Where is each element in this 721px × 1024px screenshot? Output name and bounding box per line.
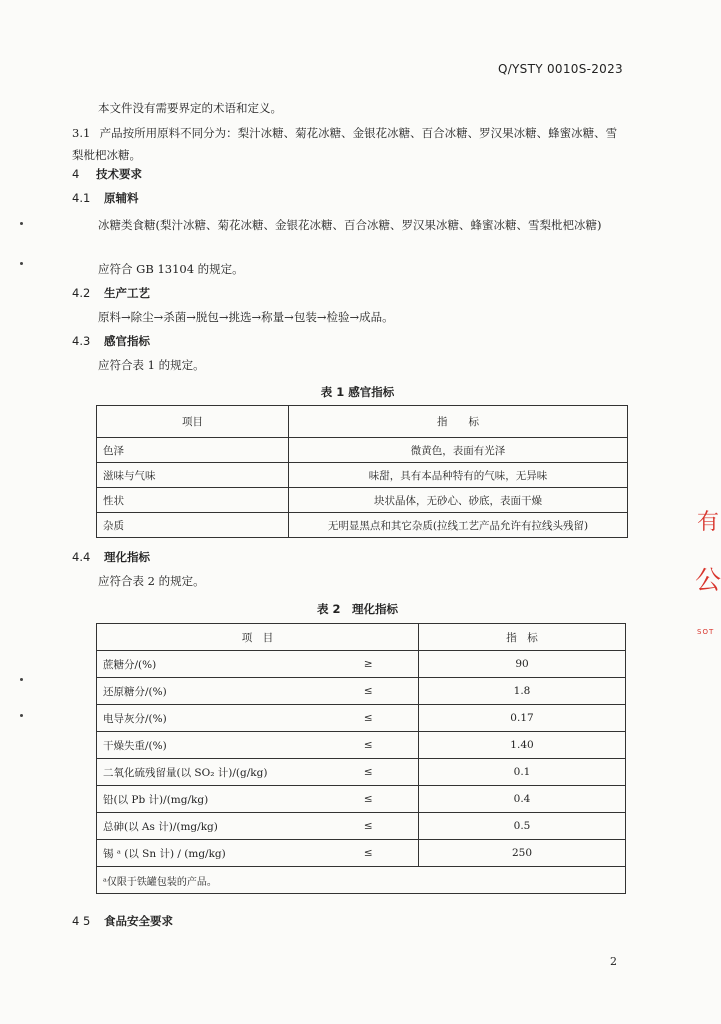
table2-row5-op: ≤: [319, 759, 419, 786]
table2-row3-op: ≤: [319, 705, 419, 732]
section-4-3-title: 感官指标: [104, 334, 151, 348]
section-4-number: 4: [72, 167, 80, 181]
table1-caption: 表 1 感官指标: [320, 385, 395, 399]
section-4-4-heading: [72, 549, 150, 565]
section-4-5-heading: [72, 913, 173, 929]
section-4-2-number: 4.2: [72, 286, 91, 300]
binding-mark: [20, 714, 23, 717]
section-4-3-heading: [72, 333, 150, 349]
section-3-1-text: 产品按所用原料不同分为：梨汁冰糖、菊花冰糖、金银花冰糖、百合冰糖、罗汉果冰糖、蜂蜜冰糖、雪梨枇杷冰糖。: [72, 126, 618, 162]
table2-row2-item: 还原糖分/(%): [97, 678, 319, 705]
table1-header-item: 项目: [97, 406, 289, 438]
table-note-row: [97, 867, 626, 894]
table-header-row: [97, 624, 626, 651]
table2-row7-item: 总砷(以 As 计)/(mg/kg): [97, 813, 319, 840]
table2-row1-op: ≥: [319, 651, 419, 678]
section-4-2-text: 原料→除尘→杀菌→脱包→挑选→称量→包装→检验→成品。: [98, 310, 394, 324]
table2-row6-value: 0.4: [419, 786, 626, 813]
table2-row2-value: 1.8: [419, 678, 626, 705]
section-4-1-number: 4.1: [72, 191, 91, 205]
table2-row8-item: 锡 ᵃ (以 Sn 计) / (mg/kg): [97, 840, 319, 867]
page-number: 2: [610, 955, 617, 968]
section-4-4-text: 应符合表 2 的规定。: [98, 574, 205, 588]
section-3-1: [72, 122, 628, 166]
binding-mark: [20, 262, 23, 265]
table2-row4-op: ≤: [319, 732, 419, 759]
section-4-5-number: 4 5: [72, 914, 91, 928]
table2-row5-value: 0.1: [419, 759, 626, 786]
section-4-2-title: 生产工艺: [104, 286, 151, 300]
table1-row3-item: 性状: [97, 488, 289, 513]
table-row: [97, 651, 626, 678]
table2-row6-op: ≤: [319, 786, 419, 813]
stamp-code: SOT: [697, 628, 715, 636]
table-row: [97, 813, 626, 840]
section-4-1-title: 原辅料: [104, 191, 139, 205]
table1-row4-item: 杂质: [97, 513, 289, 538]
table-header-row: [97, 406, 628, 438]
document-number: Q/YSTY 0010S-2023: [497, 62, 623, 76]
table2-row3-item: 电导灰分/(%): [97, 705, 319, 732]
sensory-table: [96, 405, 628, 538]
intro-text: 本文件没有需要界定的术语和定义。: [98, 101, 282, 115]
table2-row6-item: 铅(以 Pb 计)/(mg/kg): [97, 786, 319, 813]
table2-row7-value: 0.5: [419, 813, 626, 840]
table1-row2-item: 滋味与气味: [97, 463, 289, 488]
table-row: [97, 463, 628, 488]
section-4-3-text: 应符合表 1 的规定。: [98, 358, 205, 372]
table2-header-index: 指 标: [419, 624, 626, 651]
table2-row3-value: 0.17: [419, 705, 626, 732]
table2-row7-op: ≤: [319, 813, 419, 840]
table2-footnote: ᵃ仅限于铁罐包装的产品。: [97, 867, 626, 894]
section-4-5-title: 食品安全要求: [104, 914, 174, 928]
section-4-4-number: 4.4: [72, 550, 91, 564]
table2-row8-value: 250: [419, 840, 626, 867]
section-4-1-line1: 冰糖类食糖(梨汁冰糖、菊花冰糖、金银花冰糖、百合冰糖、罗汉果冰糖、蜂蜜冰糖、雪梨枇杷冰糖): [98, 218, 602, 232]
table2-caption: 表 2 理化指标: [316, 602, 398, 616]
table-row: [97, 513, 628, 538]
table2-row1-value: 90: [419, 651, 626, 678]
table2-row8-op: ≤: [319, 840, 419, 867]
table2-row4-item: 干燥失重/(%): [97, 732, 319, 759]
stamp-char-1: 有: [697, 510, 720, 535]
table1-row1-item: 色泽: [97, 438, 289, 463]
table1-header-index: 指 标: [289, 406, 628, 438]
table-row: [97, 438, 628, 463]
table1-row2-value: 味甜，具有本品种特有的气味，无异味: [289, 463, 628, 488]
section-4-2-heading: [72, 285, 150, 301]
binding-mark: [20, 222, 23, 225]
table1-row4-value: 无明显黑点和其它杂质(拉线工艺产品允许有拉线头残留): [289, 513, 628, 538]
section-3-1-number: 3.1: [72, 126, 91, 140]
table-row: [97, 840, 626, 867]
physicochemical-table: [96, 623, 626, 894]
section-4-1-heading: [72, 190, 139, 206]
section-4-1-line2: 应符合 GB 13104 的规定。: [98, 262, 244, 276]
stamp-char-2: 公: [695, 566, 721, 596]
table2-row5-item: 二氧化硫残留量(以 SO₂ 计)/(g/kg): [97, 759, 319, 786]
binding-mark: [20, 678, 23, 681]
table-row: [97, 488, 628, 513]
section-4-heading: [72, 166, 142, 182]
section-4-title: 技术要求: [96, 167, 143, 181]
table1-row3-value: 块状晶体，无砂心、砂底，表面干燥: [289, 488, 628, 513]
table2-row1-item: 蔗糖分/(%): [97, 651, 319, 678]
table2-row4-value: 1.40: [419, 732, 626, 759]
table2-row2-op: ≤: [319, 678, 419, 705]
table1-row1-value: 微黄色，表面有光泽: [289, 438, 628, 463]
table2-header-item: 项 目: [97, 624, 419, 651]
section-4-3-number: 4.3: [72, 334, 91, 348]
table-row: [97, 732, 626, 759]
section-4-4-title: 理化指标: [104, 550, 151, 564]
table-row: [97, 705, 626, 732]
table-row: [97, 786, 626, 813]
table-row: [97, 759, 626, 786]
table-row: [97, 678, 626, 705]
